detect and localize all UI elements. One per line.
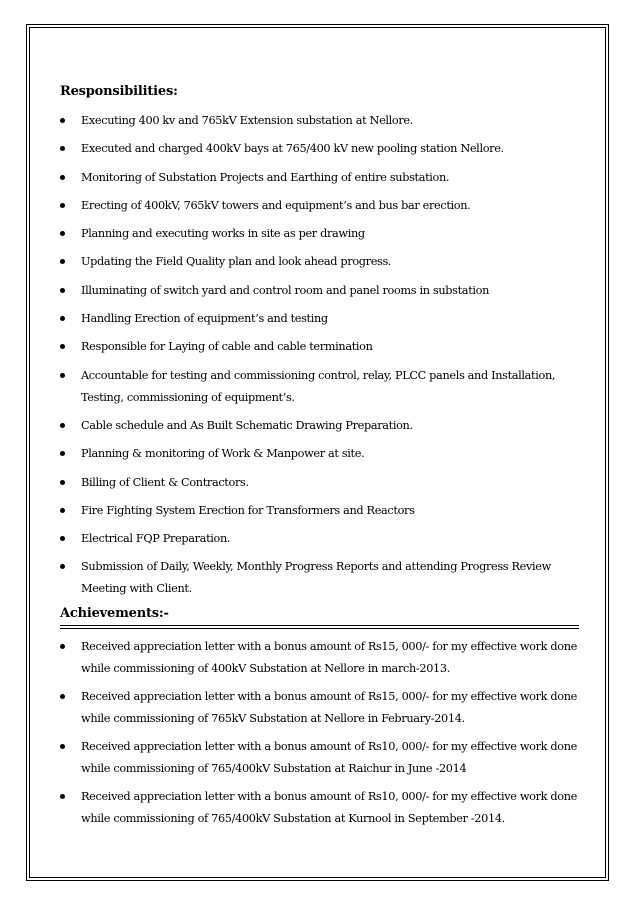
- list-item-text: Monitoring of Substation Projects and Earthing of entire substation.: [81, 170, 450, 184]
- list-item: [60, 556, 580, 600]
- list-item-text: Planning and executing works in site as per drawing: [81, 227, 365, 241]
- bullet-icon: [60, 644, 65, 649]
- list-item-text: Accountable for testing and commissioning control, relay, PLCC panels and Installation, Testing, commissioning of equipment’s.: [81, 368, 556, 404]
- list-item-text: Executed and charged 400kV bays at 765/400 kV new pooling station Nellore.: [81, 142, 504, 156]
- list-item: [60, 500, 580, 522]
- list-item: [60, 365, 580, 409]
- list-item: [60, 443, 580, 465]
- list-item: [60, 528, 580, 550]
- responsibilities-list: [60, 110, 580, 607]
- list-item-text: Executing 400 kv and 765kV Extension substation at Nellore.: [81, 114, 414, 127]
- bullet-icon: [60, 175, 65, 180]
- list-item-text: Handling Erection of equipment’s and testing: [81, 312, 328, 326]
- list-item: [60, 110, 580, 132]
- list-item: [60, 336, 580, 358]
- responsibilities-heading: Responsibilities:: [60, 84, 178, 99]
- list-item-text: Received appreciation letter with a bonus amount of Rs15, 000/- for my effective work done while commissioning of 400kV Substation at Nellore in march-2013.: [81, 640, 578, 675]
- bullet-icon: [60, 480, 65, 485]
- bullet-icon: [60, 508, 65, 513]
- list-item-text: Fire Fighting System Erection for Transformers and Reactors: [81, 503, 415, 517]
- list-item: [60, 251, 580, 273]
- bullet-icon: [60, 344, 65, 349]
- bullet-icon: [60, 316, 65, 321]
- list-item: [60, 195, 580, 217]
- achievements-heading: Achievements:-: [60, 606, 579, 626]
- list-item-text: Planning & monitoring of Work & Manpower at site.: [81, 447, 365, 461]
- list-item-text: Erecting of 400kV, 765kV towers and equipment’s and bus bar erection.: [81, 198, 471, 212]
- bullet-icon: [60, 288, 65, 293]
- list-item: [60, 138, 580, 160]
- list-item: [60, 223, 580, 245]
- list-item: [60, 786, 580, 830]
- bullet-icon: [60, 259, 65, 264]
- list-item-text: Received appreciation letter with a bonus amount of Rs15, 000/- for my effective work done while commissioning of 765kV Substation at Nellore in February-2014.: [81, 690, 578, 725]
- list-item: [60, 472, 580, 494]
- bullet-icon: [60, 694, 65, 699]
- list-item: [60, 636, 580, 680]
- list-item: [60, 280, 580, 302]
- list-item-text: Received appreciation letter with a bonus amount of Rs10, 000/- for my effective work done while commissioning of 765/400kV Substation at Kurnool in September -2014.: [81, 790, 578, 825]
- bullet-icon: [60, 744, 65, 749]
- list-item-text: Updating the Field Quality plan and look ahead progress.: [81, 255, 392, 269]
- list-item-text: Submission of Daily, Weekly, Monthly Progress Reports and attending Progress Review Meeting with Client.: [81, 560, 551, 596]
- list-item-text: Received appreciation letter with a bonus amount of Rs10, 000/- for my effective work done while commissioning of 765/400kV Substation at Raichur in June -2014: [81, 740, 578, 775]
- bullet-icon: [60, 146, 65, 151]
- list-item: [60, 308, 580, 330]
- list-item: [60, 415, 580, 437]
- list-item: [60, 686, 580, 730]
- bullet-icon: [60, 118, 65, 123]
- list-item-text: Responsible for Laying of cable and cable termination: [81, 340, 373, 354]
- list-item-text: Cable schedule and As Built Schematic Drawing Preparation.: [81, 418, 413, 432]
- list-item-text: Billing of Client & Contractors.: [81, 475, 249, 489]
- bullet-icon: [60, 536, 65, 541]
- list-item: [60, 167, 580, 189]
- bullet-icon: [60, 794, 65, 799]
- bullet-icon: [60, 423, 65, 428]
- bullet-icon: [60, 373, 65, 378]
- achievements-list: [60, 636, 580, 836]
- list-item: [60, 736, 580, 780]
- bullet-icon: [60, 564, 65, 569]
- bullet-icon: [60, 203, 65, 208]
- bullet-icon: [60, 451, 65, 456]
- bullet-icon: [60, 231, 65, 236]
- list-item-text: Illuminating of switch yard and control room and panel rooms in substation: [81, 283, 490, 297]
- list-item-text: Electrical FQP Preparation.: [81, 532, 231, 546]
